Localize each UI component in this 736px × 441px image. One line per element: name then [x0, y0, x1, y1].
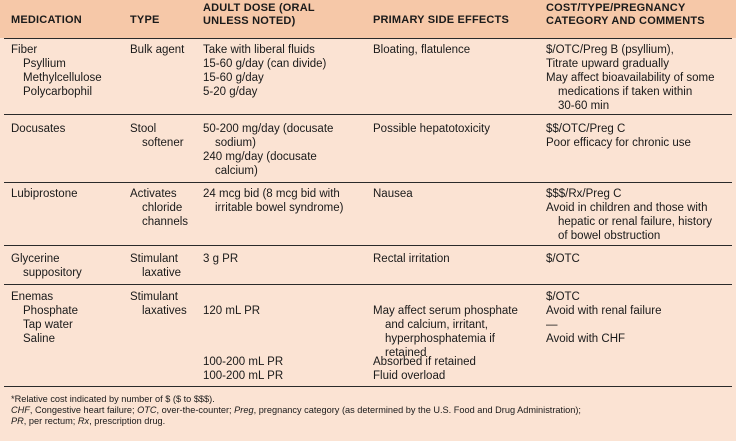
enemas-side-phosphate: May affect serum phosphate and calcium, irritant, hyperphosphatemia if retained	[373, 305, 518, 359]
header-dose-1: ADULT DOSE (ORAL	[203, 2, 315, 14]
docusates-cost: $$/OTC/Preg C Poor efficacy for chronic use	[546, 123, 691, 149]
row-rule-glycerine	[4, 284, 732, 285]
header-type: TYPE	[130, 14, 160, 26]
header-rule	[4, 38, 732, 39]
fiber-type: Bulk agent	[130, 44, 185, 56]
enemas-side-saline: Fluid overload	[373, 370, 446, 382]
enemas-type: Stimulant laxatives	[130, 291, 187, 317]
fiber-side-effects: Bloating, flatulence	[373, 44, 471, 56]
row-rule-docusates	[4, 182, 732, 183]
glycerine-medication: Glycerine suppository	[11, 253, 82, 279]
enemas-dose-saline: 100-200 mL PR	[203, 370, 284, 382]
enemas-dose-tap-water: 100-200 mL PR	[203, 356, 284, 368]
table-bottom-rule	[4, 386, 732, 387]
glycerine-cost: $/OTC	[546, 253, 580, 265]
header-medication: MEDICATION	[11, 14, 82, 26]
glycerine-type: Stimulant laxative	[130, 253, 181, 279]
glycerine-dose: 3 g PR	[203, 253, 239, 265]
lubiprostone-medication: Lubiprostone	[11, 188, 78, 200]
enemas-cost: $/OTC Avoid with renal failure — Avoid with CHF	[546, 291, 662, 345]
enemas-dose-phosphate: 120 mL PR	[203, 305, 261, 317]
row-rule-lubiprostone	[4, 245, 732, 246]
fiber-cost: $/OTC/Preg B (psyllium), Titrate upward gradually May affect bioavailability of some medications if taken within 30-60 min	[546, 44, 715, 112]
docusates-side-effects: Possible hepatotoxicity	[373, 123, 490, 135]
footnote-abbreviations-1: CHF, Congestive heart failure; OTC, over-the-counter; Preg, pregnancy category (as determined by the U.S. Food and Drug Administration);	[11, 405, 581, 415]
fiber-dose: Take with liberal fluids 15-60 g/day (can divide) 15-60 g/day 5-20 g/day	[203, 44, 327, 98]
footnote-abbreviations-2: PR, per rectum; Rx, prescription drug.	[11, 416, 166, 426]
header-cost-1: COST/TYPE/PREGNANCY	[546, 2, 686, 14]
lubiprostone-type: Activates chloride channels	[130, 188, 189, 228]
fiber-medication: Fiber Psyllium Methylcellulose Polycarbophil	[11, 44, 102, 98]
header-cost-2: CATEGORY AND COMMENTS	[546, 15, 705, 27]
lubiprostone-cost: $$$/Rx/Preg C Avoid in children and those with hepatic or renal failure, history of bowel obstruction	[546, 188, 713, 242]
docusates-type: Stool softener	[130, 123, 184, 149]
lubiprostone-dose: 24 mcg bid (8 mcg bid with irritable bowel syndrome)	[203, 188, 344, 214]
glycerine-side-effects: Rectal irritation	[373, 253, 450, 265]
docusates-medication: Docusates	[11, 123, 66, 135]
lubiprostone-side-effects: Nausea	[373, 188, 413, 200]
header-dose-2: UNLESS NOTED)	[203, 15, 296, 27]
header-side-effects: PRIMARY SIDE EFFECTS	[373, 14, 510, 26]
enemas-side-tap-water: Absorbed if retained	[373, 356, 476, 368]
docusates-dose: 50-200 mg/day (docusate sodium) 240 mg/day (docusate calcium)	[203, 123, 334, 177]
row-rule-fiber	[4, 114, 732, 115]
enemas-medication: Enemas Phosphate Tap water Saline	[11, 291, 78, 345]
footnote-cost: *Relative cost indicated by number of $ ($ to $$$).	[11, 394, 215, 404]
